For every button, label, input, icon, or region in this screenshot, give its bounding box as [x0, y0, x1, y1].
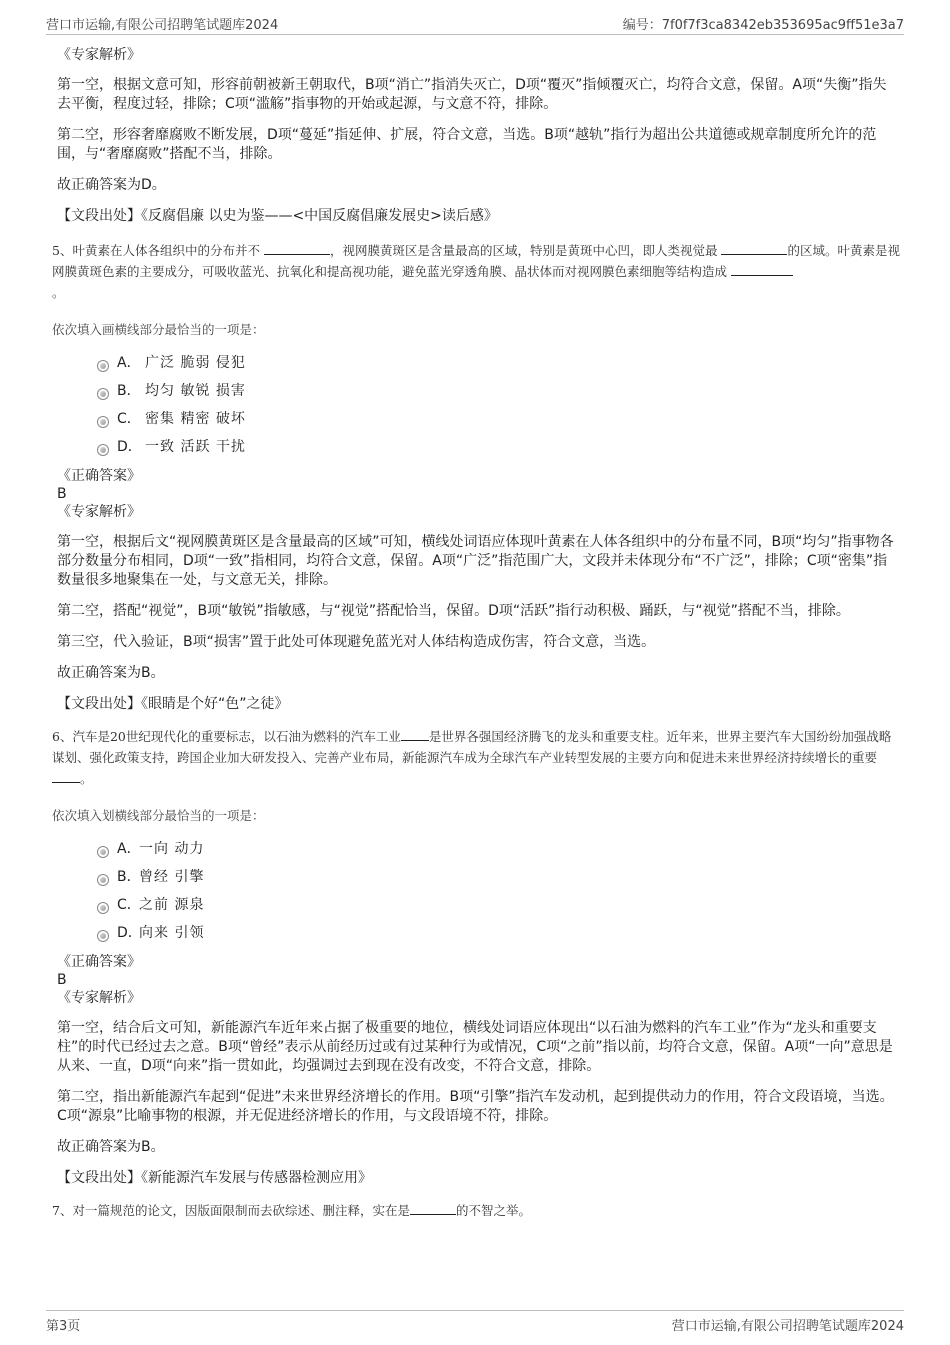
question-text: 5、叶黄素在人体各组织中的分布并不 ，视网膜黄斑区是含量最高的区域，特别是黄斑中心凹，即人类视觉最 的区域。叶黄素是视网膜黄斑色素的主要成分，可吸收蓝光、抗氧化和提高视功能，避免蓝光穿透角膜、晶状体而对视网膜色素细胞等结构造成 。 — [52, 243, 900, 300]
analysis-paragraph: 第一空，根据后文“视网膜黄斑区是含量最高的区域”可知，横线处词语应体现叶黄素在人体各组织中的分布量不同，B项“均匀”指事物各部分数量分布相同，D项“一致”指相同，均符合文意，保留。A项“广泛”指范围广大，文段并未体现分布“不广泛”，排除；C项“密集”指数量很多地聚集在一处，与文意无关，排除。 — [57, 534, 894, 588]
option-list — [97, 839, 900, 951]
radio-icon[interactable] — [97, 930, 109, 942]
source-citation: 【文段出处】《眼睛是个好“色”之徒》 — [57, 696, 289, 712]
analysis-label: 《专家解析》 — [57, 990, 141, 1006]
question-6 — [52, 726, 900, 1188]
answer-value: B — [57, 972, 67, 988]
analysis-paragraph: 第三空，代入验证，B项“损害”置于此处可体现避免蓝光对人体结构造成伤害，符合文意，当选。 — [57, 634, 656, 650]
question-instruction: 依次填入画横线部分最恰当的一项是： — [52, 322, 265, 337]
question-instruction: 依次填入划横线部分最恰当的一项是： — [52, 808, 265, 823]
analysis-conclusion: 故正确答案为B。 — [57, 1139, 165, 1155]
answer-label: 《正确答案》 — [57, 954, 141, 970]
document-id: 编号：7f0f7f3ca8342eb353695ac9ff51e3a7 — [622, 18, 904, 33]
answer-blank — [721, 241, 787, 255]
answer-blank — [731, 262, 793, 276]
option-b[interactable]: B． 曾经 引擎 — [97, 867, 900, 895]
answer-blank — [401, 727, 429, 741]
source-citation: 【文段出处】《反腐倡廉 以史为鉴——<中国反腐倡廉发展史>读后感》 — [57, 208, 498, 224]
page-header — [46, 12, 904, 35]
option-d[interactable]: D． 一致 活跃 干扰 — [97, 437, 900, 465]
option-a[interactable]: A． 一向 动力 — [97, 839, 900, 867]
analysis-paragraph: 第一空，根据文意可知，形容前朝被新王朝取代，B项“消亡”指消失灭亡，D项“覆灭”指倾覆灭亡，均符合文意，保留。A项“失衡”指失去平衡，程度过轻，排除；C项“滥觞”指事物的开始或起源，与文意不符，排除。 — [57, 77, 887, 112]
option-c[interactable]: C． 之前 源泉 — [97, 895, 900, 923]
analysis-paragraph: 第二空，形容奢靡腐败不断发展，D项“蔓延”指延伸、扩展，符合文意，当选。B项“越轨”指行为超出公共道德或规章制度所允许的范围，与“奢靡腐败”搭配不当，排除。 — [57, 127, 877, 162]
header-title: 营口市运输,有限公司招聘笔试题库2024 — [46, 18, 279, 33]
radio-icon[interactable] — [97, 902, 109, 914]
option-b[interactable]: B． 均匀 敏锐 损害 — [97, 381, 900, 409]
answer-label: 《正确答案》 — [57, 468, 141, 484]
answer-blank — [52, 769, 80, 783]
source-citation: 【文段出处】《新能源汽车发展与传感器检测应用》 — [57, 1170, 372, 1186]
question-text: 6、汽车是20世纪现代化的重要标志，以石油为燃料的汽车工业 是世界各强国经济腾飞的龙头和重要支柱。近年来，世界主要汽车大国纷纷加强战略谋划、强化政策支持，跨国企业加大研发投入、完善产业布局，新能源汽车成为全球汽车产业转型发展的主要方向和促进未来世界经济持续增长的重要。 — [52, 729, 892, 786]
prev-question-analysis — [57, 46, 900, 226]
question-text: 7、对一篇规范的论文，因版面限制而去砍综述、删注释，实在是 的不智之举。 — [52, 1203, 531, 1218]
option-a[interactable]: A． 广泛 脆弱 侵犯 — [97, 353, 900, 381]
analysis-label: 《专家解析》 — [57, 47, 141, 63]
answer-value: B — [57, 486, 67, 502]
radio-icon[interactable] — [97, 846, 109, 858]
page-footer — [46, 1310, 904, 1335]
answer-blank — [264, 241, 330, 255]
option-list — [97, 353, 900, 465]
radio-icon[interactable] — [97, 388, 109, 400]
radio-icon[interactable] — [97, 444, 109, 456]
radio-icon[interactable] — [97, 874, 109, 886]
option-c[interactable]: C． 密集 精密 破坏 — [97, 409, 900, 437]
page-content — [52, 46, 900, 1221]
footer-title: 营口市运输,有限公司招聘笔试题库2024 — [671, 1319, 904, 1334]
analysis-conclusion: 故正确答案为D。 — [57, 177, 166, 193]
page-number: 第3页 — [46, 1319, 81, 1334]
analysis-paragraph: 第二空，搭配“视觉”，B项“敏锐”指敏感，与“视觉”搭配恰当，保留。D项“活跃”指行动积极、踊跃，与“视觉”搭配不当，排除。 — [57, 603, 850, 619]
question-7 — [52, 1200, 900, 1221]
analysis-conclusion: 故正确答案为B。 — [57, 665, 165, 681]
analysis-paragraph: 第一空，结合后文可知，新能源汽车近年来占据了极重要的地位，横线处词语应体现出“以石油为燃料的汽车工业”作为“龙头和重要支柱”的时代已经过去之意。B项“曾经”表示从前经历过或有过某种行为或情况，C项“之前”指以前，均符合文意，保留。A项“一向”意思是从来、一直，D项“向来”指一贯如此，均强调过去到现在没有改变，不符合文意，排除。 — [57, 1020, 893, 1074]
analysis-label: 《专家解析》 — [57, 504, 141, 520]
radio-icon[interactable] — [97, 360, 109, 372]
option-d[interactable]: D． 向来 引领 — [97, 923, 900, 951]
answer-blank — [410, 1201, 456, 1215]
analysis-paragraph: 第二空，指出新能源汽车起到“促进”未来世界经济增长的作用。B项“引擎”指汽车发动机，起到提供动力的作用，符合文段语境，当选。C项“源泉”比喻事物的根源，并无促进经济增长的作用，与文段语境不符，排除。 — [57, 1089, 894, 1124]
radio-icon[interactable] — [97, 416, 109, 428]
question-5 — [52, 240, 900, 714]
